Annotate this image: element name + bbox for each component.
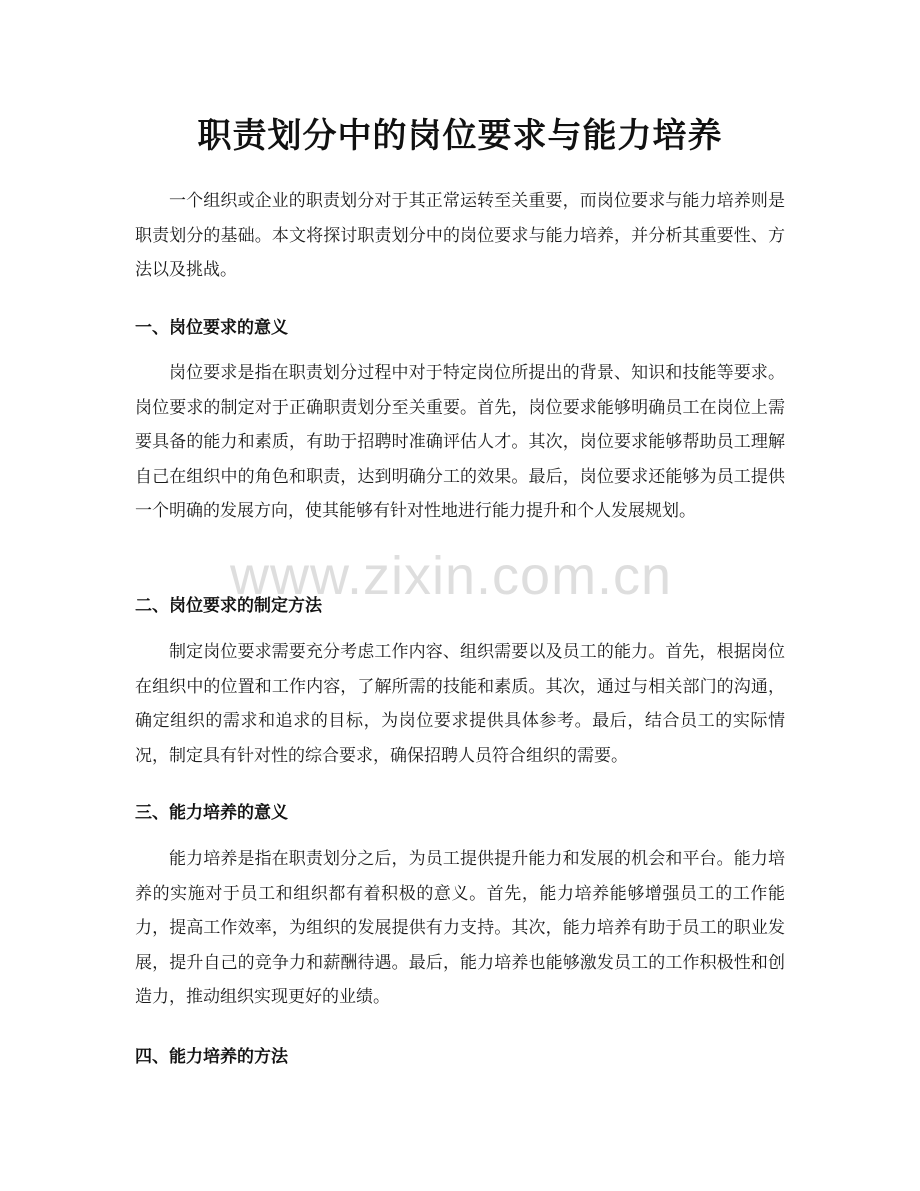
section-heading-2: 二、岗位要求的制定方法 xyxy=(135,596,322,616)
section-heading-1: 一、岗位要求的意义 xyxy=(135,318,288,338)
document-title: 职责划分中的岗位要求与能力培养 xyxy=(197,116,723,156)
section-heading-3: 三、能力培养的意义 xyxy=(135,803,288,823)
watermark: www.zixin.com.cn xyxy=(230,546,673,606)
intro-paragraph: 一个组织或企业的职责划分对于其正常运转至关重要，而岗位要求与能力培养则是职责划分的基础。本文将探讨职责划分中的岗位要求与能力培养，并分析其重要性、方法以及挑战。 xyxy=(135,191,785,280)
section-heading-4: 四、能力培养的方法 xyxy=(135,1047,288,1067)
section-body-1: 岗位要求是指在职责划分过程中对于特定岗位所提出的背景、知识和技能等要求。岗位要求的制定对于正确职责划分至关重要。首先，岗位要求能够明确员工在岗位上需要具备的能力和素质，有助于招聘时准确评估人才。其次，岗位要求能够帮助员工理解自己在组织中的角色和职责，达到明确分工的效果。最后，岗位要求还能够为员工提供一个明确的发展方向，使其能够有针对性地进行能力提升和个人发展规划。 xyxy=(135,363,785,521)
section-body-3: 能力培养是指在职责划分之后，为员工提供提升能力和发展的机会和平台。能力培养的实施对于员工和组织都有着积极的意义。首先，能力培养能够增强员工的工作能力，提高工作效率，为组织的发展提供有力支持。其次，能力培养有助于员工的职业发展，提升自己的竞争力和薪酬待遇。最后，能力培养也能够激发员工的工作积极性和创造力，推动组织实现更好的业绩。 xyxy=(135,849,785,1007)
section-body-2: 制定岗位要求需要充分考虑工作内容、组织需要以及员工的能力。首先，根据岗位在组织中的位置和工作内容，了解所需的技能和素质。其次，通过与相关部门的沟通，确定组织的需求和追求的目标，为岗位要求提供具体参考。最后，结合员工的实际情况，制定具有针对性的综合要求，确保招聘人员符合组织的需要。 xyxy=(135,642,785,766)
